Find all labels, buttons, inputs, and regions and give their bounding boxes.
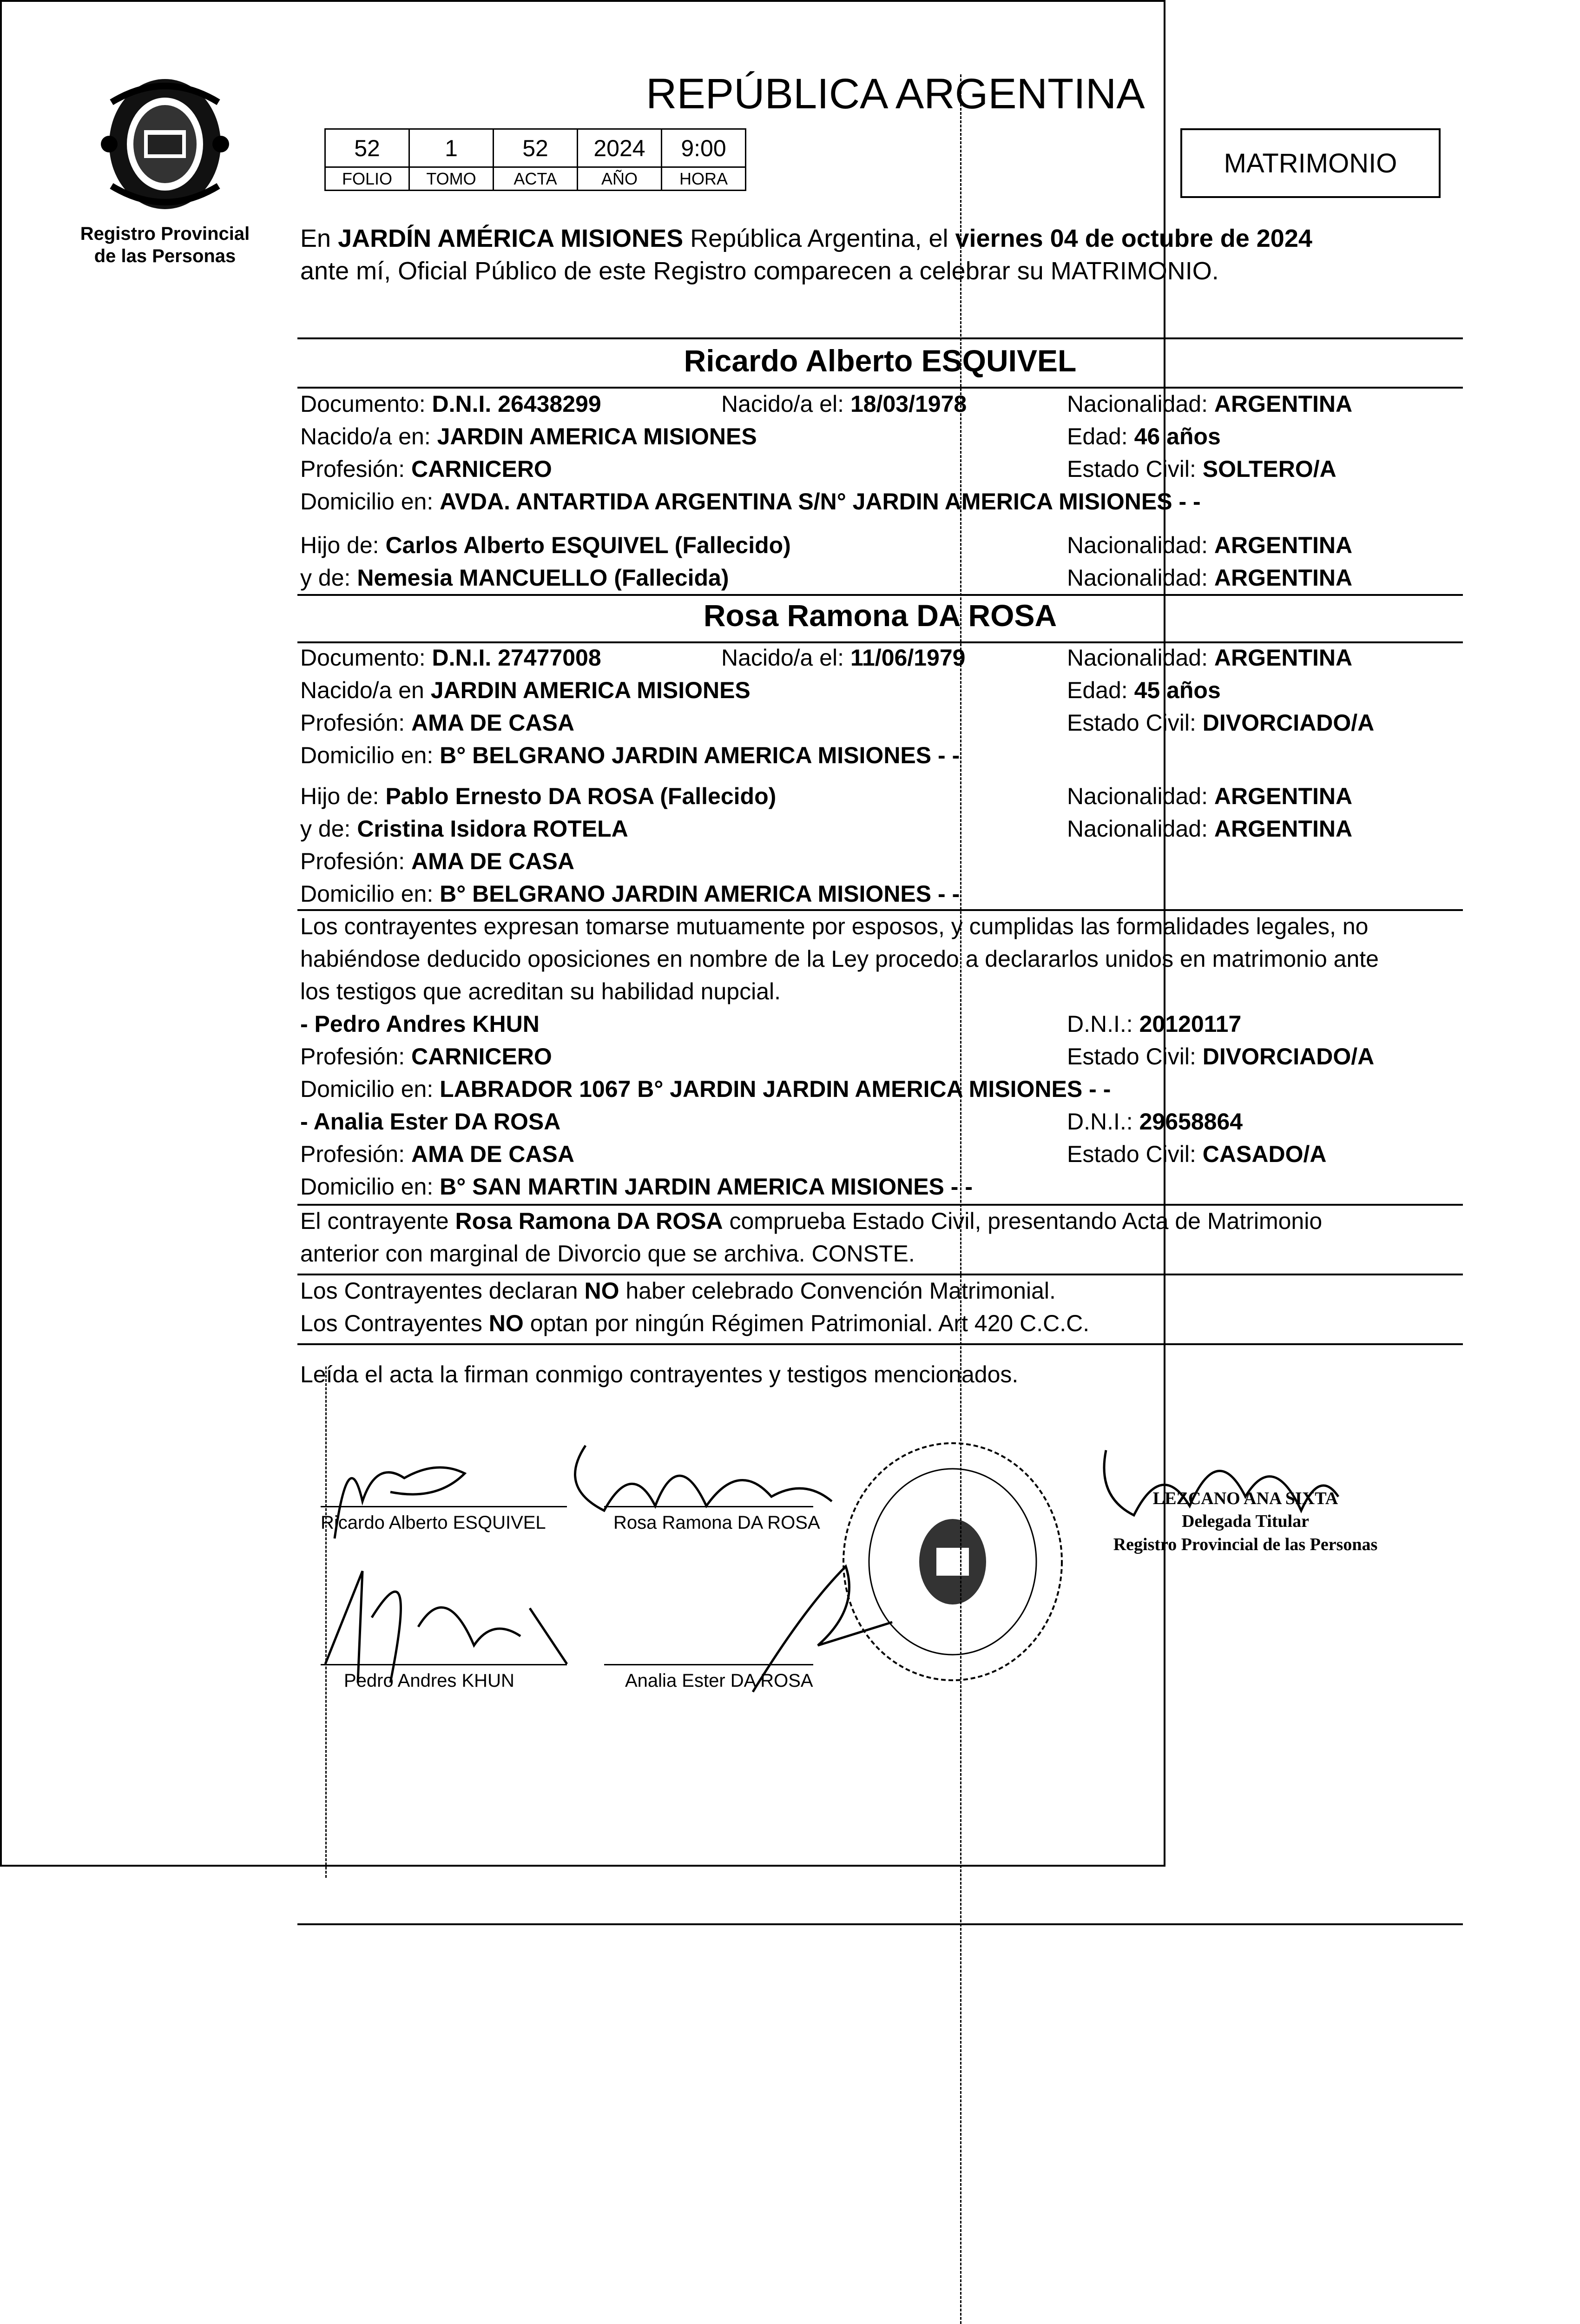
spouse1-father	[300, 533, 791, 558]
field-value: ARGENTINA	[1214, 816, 1353, 842]
spouse2-father	[300, 784, 776, 809]
note-text: El contrayente	[300, 1208, 455, 1234]
spouse2-born	[721, 645, 965, 671]
official-stamp-icon	[832, 1432, 1073, 1692]
witness2-prof	[300, 1142, 574, 1167]
regime-text: optan por ningún Régimen Patrimonial. Art 420 C.C.C.	[523, 1310, 1090, 1336]
witness1-prof	[300, 1044, 552, 1070]
signature-line	[321, 1506, 567, 1507]
official-name: LEZCANO ANA SIXTA	[1152, 1489, 1338, 1508]
field-label: Edad:	[1067, 677, 1128, 703]
field-label: Nacionalidad:	[1067, 645, 1208, 671]
field-value: AVDA. ANTARTIDA ARGENTINA S/N° JARDIN AMERICA MISIONES - -	[440, 489, 1201, 515]
province-seal-icon	[74, 74, 256, 214]
field-label: Nacionalidad:	[1067, 816, 1208, 842]
field-label: Documento:	[300, 645, 426, 671]
acta-value: 52	[494, 129, 578, 167]
field-label: Nacido/a el:	[721, 645, 844, 671]
official-block	[1106, 1487, 1385, 1556]
field-label: Nacido/a en:	[300, 423, 431, 449]
spouse2-age	[1067, 678, 1221, 703]
field-label: Nacido/a el:	[721, 391, 844, 417]
spouse1-bornin	[300, 424, 757, 449]
note-text: comprueba Estado Civil, presentando Acta de Matrimonio	[723, 1208, 1323, 1234]
field-value: AMA DE CASA	[411, 710, 574, 736]
official-org: Registro Provincial de las Personas	[1113, 1534, 1378, 1554]
field-label: Domicilio en:	[300, 1174, 434, 1200]
convention-line	[300, 1278, 1056, 1304]
fold-mark	[325, 1367, 327, 1878]
signature-scribble	[325, 1571, 567, 1683]
field-value: B° BELGRANO JARDIN AMERICA MISIONES - -	[440, 881, 960, 907]
field-value: Pablo Ernesto DA ROSA (Fallecido)	[385, 783, 777, 809]
field-value: DIVORCIADO/A	[1202, 710, 1375, 736]
tomo-value: 1	[409, 129, 494, 167]
field-value: JARDIN AMERICA MISIONES	[430, 677, 750, 703]
hora-value: 9:00	[662, 129, 746, 167]
signature-label-witness2: Analia Ester DA ROSA	[625, 1670, 813, 1691]
spouse1-name: Ricardo Alberto ESQUIVEL	[684, 343, 1077, 378]
logo-caption-line2: de las Personas	[94, 246, 236, 266]
anio-label: AÑO	[578, 167, 662, 191]
field-value: B° SAN MARTIN JARDIN AMERICA MISIONES - -	[440, 1174, 973, 1200]
field-value: Carlos Alberto ESQUIVEL (Fallecido)	[385, 532, 791, 558]
field-value: D.N.I. 27477008	[432, 645, 601, 671]
divider	[297, 594, 1463, 596]
signature-line	[604, 1506, 813, 1507]
spouse2-name: Rosa Ramona DA ROSA	[703, 598, 1057, 633]
official-role: Delegada Titular	[1181, 1512, 1310, 1532]
registry-logo	[74, 74, 256, 267]
logo-caption-line1: Registro Provincial	[80, 224, 250, 244]
field-label: Profesión:	[300, 710, 405, 736]
spouse2-prof	[300, 710, 574, 736]
divider	[297, 337, 1463, 339]
field-label: Domicilio en:	[300, 742, 434, 768]
convention-text: Los Contrayentes declaran	[300, 1278, 585, 1304]
spouse2-civil	[1067, 710, 1374, 736]
signature-label-groom: Ricardo Alberto ESQUIVEL	[321, 1512, 546, 1533]
witness1-name: - Pedro Andres KHUN	[300, 1011, 540, 1037]
regime-line	[300, 1311, 1089, 1336]
signature-label-bride: Rosa Ramona DA ROSA	[613, 1512, 820, 1533]
divider	[297, 387, 1463, 389]
divider	[297, 1923, 1463, 1925]
field-label: Nacido/a en	[300, 677, 424, 703]
field-label: D.N.I.:	[1067, 1109, 1133, 1135]
divider	[297, 1274, 1463, 1275]
field-value: CASADO/A	[1202, 1141, 1327, 1167]
witness2-addr	[300, 1174, 973, 1200]
spouse2-mother-addr	[300, 881, 960, 907]
divider	[297, 641, 1463, 643]
anio-value: 2024	[578, 129, 662, 167]
spouse2-mother	[300, 816, 628, 842]
spouse1-born	[721, 391, 967, 417]
regime-no: NO	[488, 1310, 524, 1336]
convention-text: haber celebrado Convención Matrimonial.	[619, 1278, 1056, 1304]
regime-text: Los Contrayentes	[300, 1310, 489, 1336]
witness1-dni	[1067, 1011, 1241, 1037]
logo-caption	[74, 223, 256, 267]
convention-no: NO	[584, 1278, 619, 1304]
field-label: Hijo de:	[300, 783, 379, 809]
note-name: Rosa Ramona DA ROSA	[455, 1208, 723, 1234]
field-value: CARNICERO	[411, 1043, 552, 1070]
field-value: ARGENTINA	[1214, 645, 1353, 671]
divider	[297, 909, 1463, 911]
ceremony-date: viernes 04 de octubre de 2024	[955, 224, 1312, 252]
field-value: Nemesia MANCUELLO (Fallecida)	[357, 565, 729, 591]
field-value: ARGENTINA	[1214, 532, 1353, 558]
hora-label: HORA	[662, 167, 746, 191]
intro-text: República Argentina, el	[683, 224, 955, 252]
spouse1-nat	[1067, 391, 1352, 417]
field-value: ARGENTINA	[1214, 391, 1353, 417]
spouse1-prof	[300, 456, 552, 482]
acta-label: ACTA	[494, 167, 578, 191]
folio-label: FOLIO	[325, 167, 409, 191]
field-value: 46 años	[1134, 423, 1221, 449]
doc-type-label: MATRIMONIO	[1224, 148, 1397, 178]
spouse1-doc	[300, 391, 601, 417]
spouse1-mother	[300, 565, 729, 591]
field-value: 18/03/1978	[850, 391, 967, 417]
field-label: D.N.I.:	[1067, 1011, 1133, 1037]
field-value: SOLTERO/A	[1202, 456, 1336, 482]
note-line2: anterior con marginal de Divorcio que se archiva. CONSTE.	[300, 1241, 915, 1267]
field-value: D.N.I. 26438299	[432, 391, 601, 417]
field-label: Profesión:	[300, 1043, 405, 1070]
field-value: DIVORCIADO/A	[1202, 1043, 1375, 1070]
intro-text: En	[300, 224, 338, 252]
field-label: y de:	[300, 816, 351, 842]
field-value: AMA DE CASA	[411, 848, 574, 874]
tomo-label: TOMO	[409, 167, 494, 191]
signature-label-witness1: Pedro Andres KHUN	[344, 1670, 514, 1691]
witness2-name: - Analia Ester DA ROSA	[300, 1109, 561, 1135]
signature-line	[604, 1664, 813, 1665]
field-label: Estado Civil:	[1067, 456, 1196, 482]
spouse2-bornin	[300, 678, 750, 703]
field-label: Estado Civil:	[1067, 1043, 1196, 1070]
intro-line1	[300, 225, 1312, 252]
divider	[297, 1204, 1463, 1206]
field-label: Domicilio en:	[300, 881, 434, 907]
closing-text: Leída el acta la firman conmigo contrayentes y testigos mencionados.	[300, 1361, 1019, 1387]
folio-value: 52	[325, 129, 409, 167]
field-label: Documento:	[300, 391, 426, 417]
declaration-line2: habiéndose deducido oposiciones en nombre de la Ley procedo a declararlos unidos en matrimonio ante	[300, 946, 1379, 972]
field-label: Edad:	[1067, 423, 1128, 449]
field-label: Domicilio en:	[300, 1076, 434, 1102]
declaration-line1: Los contrayentes expresan tomarse mutuamente por esposos, y cumplidas las formalidades legales, no	[300, 913, 1369, 939]
field-value: Cristina Isidora ROTELA	[357, 816, 628, 842]
spouse1-father-nat	[1067, 533, 1352, 558]
field-value: B° BELGRANO JARDIN AMERICA MISIONES - -	[440, 742, 960, 768]
witness1-addr	[300, 1076, 1111, 1102]
field-value: ARGENTINA	[1214, 565, 1353, 591]
spouse2-nat	[1067, 645, 1352, 671]
spouse1-civil	[1067, 456, 1336, 482]
field-value: JARDIN AMERICA MISIONES	[437, 423, 757, 449]
spouse2-mother-nat	[1067, 816, 1352, 842]
ceremony-place: JARDÍN AMÉRICA MISIONES	[338, 224, 684, 252]
field-label: Profesión:	[300, 456, 405, 482]
field-label: Nacionalidad:	[1067, 783, 1208, 809]
field-label: Estado Civil:	[1067, 1141, 1196, 1167]
field-label: Hijo de:	[300, 532, 379, 558]
field-value: 29658864	[1139, 1109, 1243, 1135]
field-label: Nacionalidad:	[1067, 391, 1208, 417]
doc-type-box	[1180, 128, 1441, 198]
signature-scribble	[575, 1446, 832, 1511]
spouse2-addr	[300, 743, 960, 768]
field-value: ARGENTINA	[1214, 783, 1353, 809]
witness2-civil	[1067, 1142, 1326, 1167]
registry-grid	[324, 128, 746, 191]
field-label: Domicilio en:	[300, 489, 434, 515]
declaration-line3: los testigos que acreditan su habilidad nupcial.	[300, 978, 781, 1004]
signature-line	[321, 1664, 567, 1665]
witness1-civil	[1067, 1044, 1374, 1070]
field-value: 20120117	[1139, 1011, 1242, 1037]
field-label: Nacionalidad:	[1067, 532, 1208, 558]
field-label: Estado Civil:	[1067, 710, 1196, 736]
field-label: Profesión:	[300, 1141, 405, 1167]
spouse2-doc	[300, 645, 601, 671]
field-value: LABRADOR 1067 B° JARDIN JARDIN AMERICA MISIONES - -	[440, 1076, 1111, 1102]
spouse1-mother-nat	[1067, 565, 1352, 591]
field-value: 45 años	[1134, 677, 1221, 703]
field-value: AMA DE CASA	[411, 1141, 574, 1167]
page-title: REPÚBLICA ARGENTINA	[646, 70, 1145, 118]
witness2-dni	[1067, 1109, 1243, 1135]
intro-line2: ante mí, Oficial Público de este Registro comparecen a celebrar su MATRIMONIO.	[300, 257, 1219, 285]
spouse2-mother-prof	[300, 849, 574, 874]
fold-mark	[960, 74, 961, 2324]
divider	[297, 1343, 1463, 1345]
field-value: CARNICERO	[411, 456, 552, 482]
field-label: Profesión:	[300, 848, 405, 874]
spouse1-age	[1067, 424, 1221, 449]
field-label: y de:	[300, 565, 351, 591]
note-line1	[300, 1208, 1322, 1234]
spouse1-addr	[300, 489, 1201, 515]
field-value: 11/06/1979	[850, 645, 966, 671]
spouse2-father-nat	[1067, 784, 1352, 809]
field-label: Nacionalidad:	[1067, 565, 1208, 591]
